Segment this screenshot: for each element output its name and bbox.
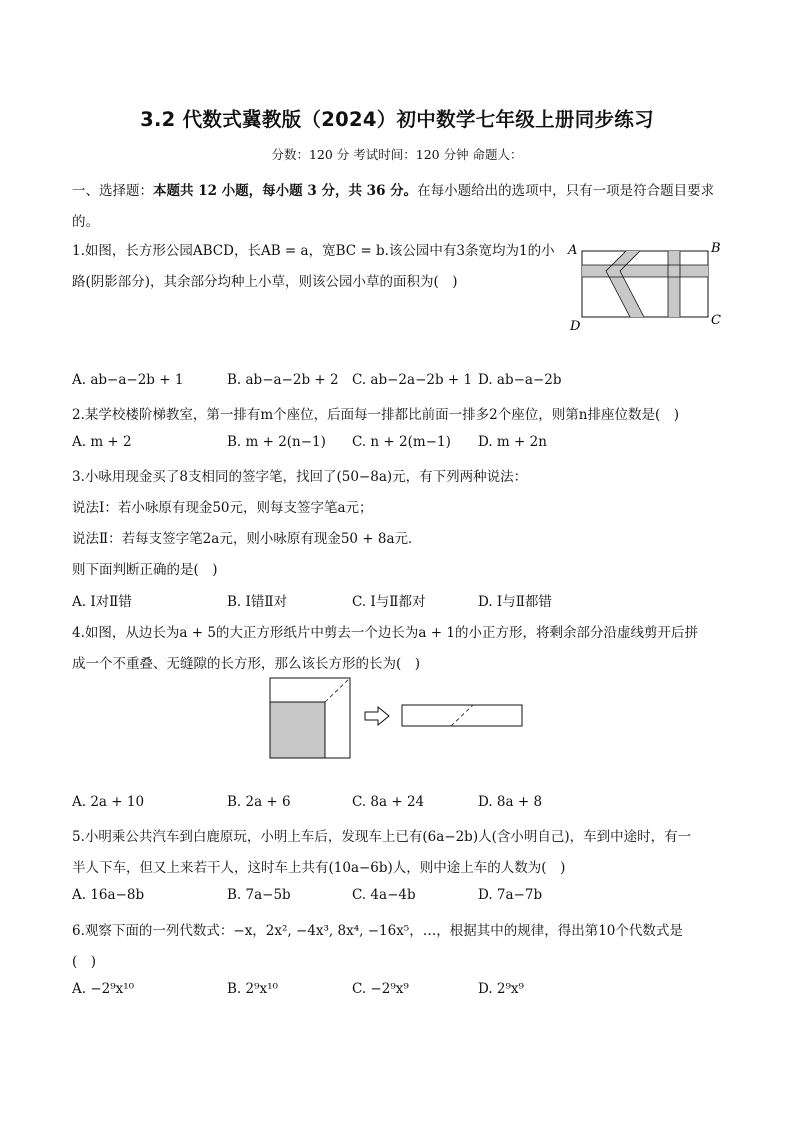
- q2-option-a[interactable]: A. m + 2: [72, 434, 132, 450]
- q2-option-b[interactable]: B. m + 2(n−1): [227, 434, 326, 450]
- q1-option-c[interactable]: C. ab−2a−2b + 1: [352, 372, 473, 388]
- q4-option-d[interactable]: D. 8a + 8: [478, 794, 543, 810]
- q4-stem-line1: 4.如图，从边长为a + 5的大正方形纸片中剪去一个边长为a + 1的小正方形，将剩余部分沿虚线剪开后拼: [72, 625, 698, 641]
- q4-option-c[interactable]: C. 8a + 24: [352, 794, 425, 810]
- q1-option-b[interactable]: B. ab−a−2b + 2: [227, 372, 339, 388]
- q6-option-b[interactable]: B. 2⁹x¹⁰: [227, 981, 278, 997]
- label-a: A: [568, 243, 578, 258]
- q3-option-b[interactable]: B. Ⅰ错Ⅱ对: [227, 594, 288, 610]
- exam-info: 分数：120 分 考试时间：120 分钟 命题人：: [271, 147, 523, 162]
- section-rule: 本题共 12 小题，每小题 3 分，共 36 分。: [153, 183, 418, 199]
- q6-option-c[interactable]: C. −2⁹x⁹: [352, 981, 409, 997]
- label-c: C: [711, 313, 721, 328]
- q6-stem-line2: ( ): [72, 954, 97, 970]
- q3-option-c[interactable]: C. Ⅰ与Ⅱ都对: [352, 594, 426, 610]
- q1-park-figure: [560, 236, 730, 336]
- q5-option-c[interactable]: C. 4a−4b: [352, 887, 416, 903]
- q4-stem-line2: 成一个不重叠、无缝隙的长方形，那么该长方形的长为( ): [72, 656, 421, 672]
- q5-stem-line1: 5.小明乘公共汽车到白鹿原玩，小明上车后，发现车上已有(6a−2b)人(含小明自己)，车到中途时，有一: [72, 829, 692, 845]
- section-heading: [72, 176, 732, 238]
- q1-option-d[interactable]: D. ab−a−2b: [478, 372, 562, 388]
- q2-stem: 2.某学校楼阶梯教室，第一排有m个座位，后面每一排都比前面一排多2个座位，则第n排座位数是( ): [72, 407, 679, 423]
- q4-square-figure: [265, 675, 530, 761]
- q5-stem-line2: 半人下车，但又上来若干人，这时车上共有(10a−6b)人，则中途上车的人数为( ): [72, 860, 566, 876]
- label-b: B: [711, 241, 721, 256]
- q3-stem-line1: 3.小咏用现金买了8支相同的签字笔，找回了(50−8a)元，有下列两种说法：: [72, 469, 528, 485]
- q3-stem-line4: 则下面判断正确的是( ): [72, 562, 218, 578]
- q4-option-a[interactable]: A. 2a + 10: [72, 794, 145, 810]
- q3-stem-line3: 说法Ⅱ：若每支签字笔2a元，则小咏原有现金50 + 8a元．: [72, 531, 422, 547]
- q1-stem-line2: 路(阴影部分)，其余部分均种上小草，则该公园小草的面积为( ): [72, 274, 458, 290]
- section-prefix: 一、选择题：: [72, 183, 153, 199]
- right-hollow-arrow-icon: [365, 707, 389, 725]
- q6-option-d[interactable]: D. 2⁹x⁹: [478, 981, 524, 997]
- vertical-path: [668, 251, 680, 317]
- horizontal-path: [582, 265, 708, 277]
- q3-option-a[interactable]: A. Ⅰ对Ⅱ错: [72, 594, 132, 610]
- q2-option-d[interactable]: D. m + 2n: [478, 434, 547, 450]
- q5-option-b[interactable]: B. 7a−5b: [227, 887, 291, 903]
- park-rect: [582, 251, 708, 317]
- small-square: [270, 702, 325, 758]
- q3-stem-line2: 说法Ⅰ：若小咏原有现金50元，则每支签字笔a元；: [72, 500, 373, 516]
- q5-option-d[interactable]: D. 7a−7b: [478, 887, 543, 903]
- q6-option-a[interactable]: A. −2⁹x¹⁰: [72, 981, 135, 997]
- q1-stem-line1: 1.如图，长方形公园ABCD，长AB = a，宽BC = b.该公园中有3条宽均为1的小: [72, 243, 555, 259]
- q4-option-b[interactable]: B. 2a + 6: [227, 794, 291, 810]
- q1-option-a[interactable]: A. ab−a−2b + 1: [72, 372, 184, 388]
- q6-stem-line1: 6.观察下面的一列代数式：−x，2x², −4x³, 8x⁴, −16x⁵，…，根据其中的规律，得出第10个代数式是: [72, 923, 683, 939]
- q3-option-d[interactable]: D. Ⅰ与Ⅱ都错: [478, 594, 552, 610]
- q5-option-a[interactable]: A. 16a−8b: [72, 887, 145, 903]
- label-d: D: [570, 319, 581, 334]
- section-rule-rest: 在每小题给出的选项中，只有一项是符合题目要求的。: [72, 183, 715, 230]
- page-title: 3.2 代数式冀教版（2024）初中数学七年级上册同步练习: [140, 108, 654, 131]
- q2-option-c[interactable]: C. n + 2(m−1): [352, 434, 451, 450]
